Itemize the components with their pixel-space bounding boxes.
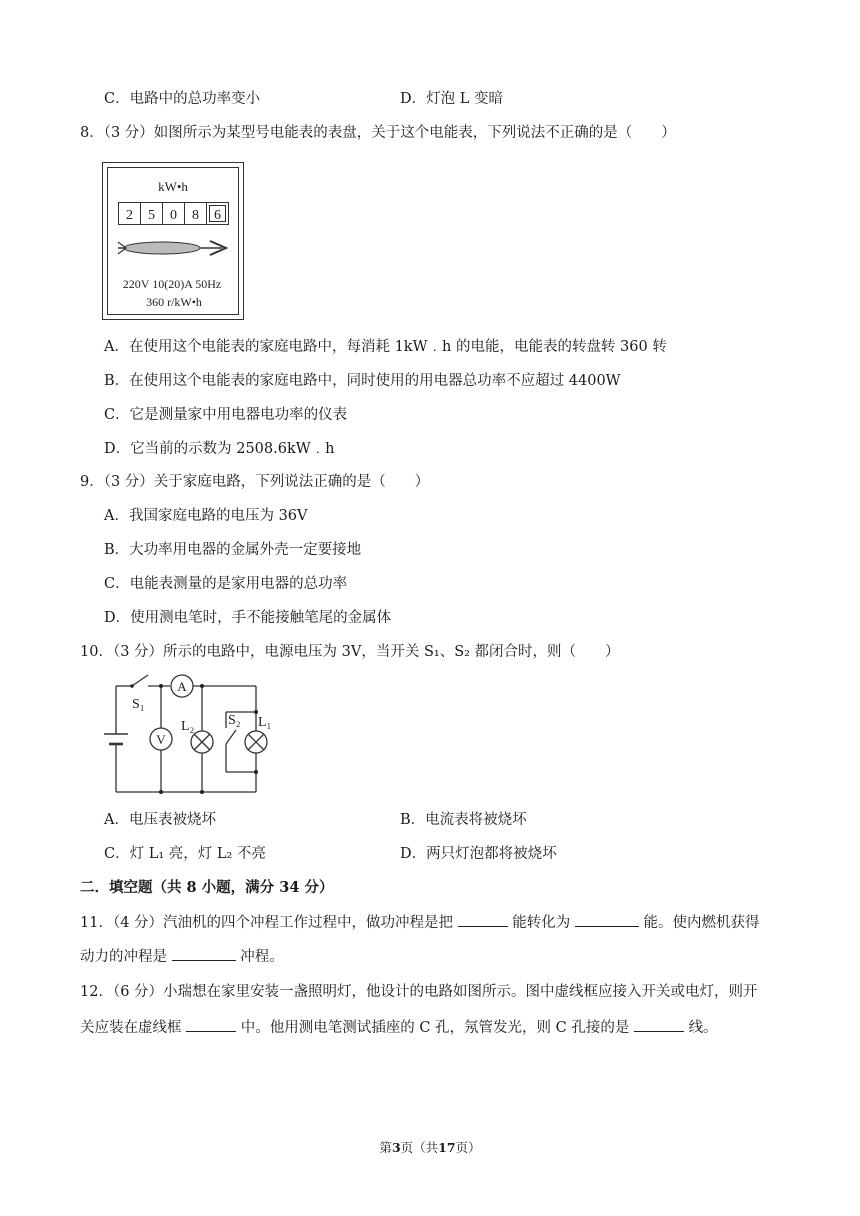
meter-digit: 5 [148, 208, 155, 223]
q12-blank-2[interactable] [634, 1016, 684, 1032]
voltmeter-label: V [156, 732, 166, 747]
q11-text-1: 11．（4 分）汽油机的四个冲程工作过程中，做功冲程是把 [80, 915, 454, 931]
q11-text-5: 冲程。 [240, 949, 284, 965]
ammeter-label: A [177, 679, 187, 694]
meter-spec-line2: 360 r/kW•h [146, 295, 202, 309]
q8-option-b: B．在使用这个电能表的家庭电路中，同时使用的用电器总功率不应超过 4400W [104, 373, 621, 389]
footer-middle: 页（共 [400, 1140, 439, 1155]
q7-option-d: D．灯泡 L 变暗 [400, 91, 503, 107]
q10-option-a: A．电压表被烧坏 [104, 812, 216, 828]
footer-page-number: 3 [391, 1140, 401, 1155]
section-2-heading: 二．填空题（共 8 小题，满分 34 分） [80, 879, 334, 896]
q11-blank-3[interactable] [172, 945, 236, 961]
q8-option-d: D．它当前的示数为 2508.6kW﹒h [104, 441, 335, 457]
footer-suffix: 页） [455, 1140, 481, 1155]
q11-text-4: 动力的冲程是 [80, 949, 167, 965]
q8-stem: 8．（3 分）如图所示为某型号电能表的表盘，关于这个电能表，下列说法不正确的是（ ） [80, 125, 676, 141]
footer-prefix: 第 [379, 1140, 392, 1155]
q12-text-2: 关应装在虚线框 [80, 1020, 182, 1036]
q9-option-b: B．大功率用电器的金属外壳一定要接地 [104, 542, 362, 558]
q10-stem: 10．（3 分）所示的电路中，电源电压为 3V，当开关 S₁、S₂ 都闭合时，则（ ） [80, 644, 620, 660]
q12-line1: 12．（6 分）小瑞想在家里安装一盏照明灯，他设计的电路如图所示。图中虚线框应接入开关或电灯，则开 [80, 984, 758, 1000]
q12-line2 [80, 1016, 718, 1038]
q8-option-a: A．在使用这个电能表的家庭电路中，每消耗 1kW﹒h 的电能，电能表的转盘转 360 转 [104, 339, 667, 355]
q10-option-b: B．电流表将被烧坏 [400, 812, 527, 828]
meter-digit: 8 [192, 208, 199, 223]
circuit-diagram [98, 668, 270, 800]
lamp-l2-label: L₂ [181, 719, 195, 734]
electric-meter-figure [102, 162, 244, 320]
meter-digit: 6 [214, 208, 221, 223]
q11-text-2: 能转化为 [512, 915, 571, 931]
q11-line1 [80, 911, 759, 933]
meter-digit: 2 [126, 208, 133, 223]
meter-unit-label: kW•h [158, 179, 188, 194]
q11-line2 [80, 945, 284, 967]
q8-option-c: C．它是测量家中用电器电功率的仪表 [104, 407, 348, 423]
q10-option-d: D．两只灯泡都将被烧坏 [400, 846, 557, 862]
q12-text-4: 线。 [688, 1020, 718, 1036]
q7-option-c: C．电路中的总功率变小 [104, 91, 261, 107]
q12-blank-1[interactable] [186, 1016, 236, 1032]
switch-s1-label: S₁ [132, 697, 145, 712]
footer-total-pages: 17 [438, 1140, 456, 1155]
q11-text-3: 能。使内燃机获得 [643, 915, 760, 931]
q11-blank-2[interactable] [575, 911, 639, 927]
q9-option-d: D．使用测电笔时，手不能接触笔尾的金属体 [104, 610, 392, 626]
meter-spec-line1: 220V 10(20)A 50Hz [122, 277, 222, 291]
q9-option-a: A．我国家庭电路的电压为 36V [104, 508, 308, 524]
lamp-l1-label: L₁ [258, 715, 272, 730]
q11-blank-1[interactable] [458, 911, 508, 927]
q9-option-c: C．电能表测量的是家用电器的总功率 [104, 576, 348, 592]
q9-stem: 9．（3 分）关于家庭电路，下列说法正确的是（ ） [80, 474, 430, 490]
switch-s2-label: S₂ [228, 713, 241, 728]
q12-text-3: 中。他用测电笔测试插座的 C 孔，氖管发光，则 C 孔接的是 [240, 1020, 630, 1036]
page-footer [0, 1138, 860, 1158]
q10-option-c: C．灯 L₁ 亮，灯 L₂ 不亮 [104, 846, 266, 862]
meter-digit: 0 [170, 208, 177, 223]
